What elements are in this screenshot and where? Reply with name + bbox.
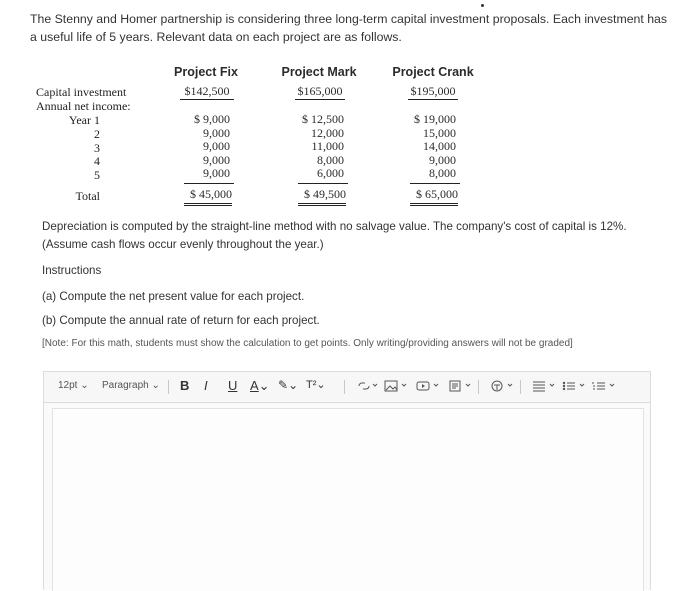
toolbar-divider	[478, 380, 479, 394]
underline-button[interactable]: U	[228, 378, 238, 393]
row-label-year1: Year 1	[68, 113, 100, 127]
answer-editor	[43, 371, 651, 590]
chevron-down-icon: ⌄	[151, 380, 160, 391]
text-color-button[interactable]	[250, 378, 270, 394]
block-format-value: Paragraph	[102, 380, 149, 391]
project-crank-capital: $195,000	[408, 84, 458, 100]
bullet-list-button[interactable]	[562, 380, 586, 395]
media-icon	[416, 380, 440, 392]
editor-toolbar	[44, 372, 650, 403]
bullet-list-icon	[562, 380, 586, 392]
document-icon	[448, 380, 472, 392]
row-label-total: Total	[75, 189, 100, 203]
row-label-capital: Capital investment	[36, 85, 127, 99]
numbered-list-button[interactable]	[592, 380, 616, 395]
toolbar-divider	[344, 380, 345, 394]
depreciation-text: Depreciation is computed by the straight-line method with no salvage value. The company's cost of capital is 12%. (Assume cash flows occur evenly throughout the year.)	[42, 220, 627, 251]
note-text: [Note: For this math, students must show the calculation to get points. Only writing/providing answers will not be graded]	[42, 338, 573, 349]
chevron-down-icon: ⌄	[288, 378, 299, 392]
font-size-value: 12pt	[58, 380, 78, 391]
highlight-icon: ✎	[278, 378, 289, 392]
subtotal-rule	[184, 183, 234, 184]
project-crank-header: Project Crank	[392, 65, 474, 79]
toolbar-divider	[168, 380, 169, 394]
row-label-year2: 2	[94, 127, 100, 141]
value-cell: 9,000	[203, 125, 230, 140]
value-cell: 12,000	[311, 125, 344, 140]
value-cell: $ 12,500	[302, 112, 344, 126]
project-mark-header: Project Mark	[281, 65, 357, 79]
row-label-year4: 4	[94, 154, 100, 168]
link-button[interactable]	[356, 380, 378, 395]
image-icon	[384, 380, 408, 392]
media-button[interactable]	[416, 380, 440, 395]
italic-button[interactable]: I	[204, 378, 208, 393]
text-color-icon: A	[250, 378, 259, 393]
project-crank-values	[402, 113, 456, 181]
value-cell: $ 9,000	[194, 112, 230, 126]
superscript-icon: T²	[306, 379, 317, 391]
part-b-text: (b) Compute the annual rate of return for each project.	[42, 314, 320, 327]
superscript-button[interactable]	[306, 378, 326, 391]
accessibility-button[interactable]	[490, 380, 514, 395]
highlight-button[interactable]	[278, 378, 298, 392]
value-cell: 15,000	[423, 125, 456, 140]
value-cell: 9,000	[203, 152, 230, 167]
subtotal-rule	[298, 183, 348, 184]
value-cell: 6,000	[317, 166, 344, 181]
link-icon	[356, 380, 378, 392]
project-fix-header: Project Fix	[174, 65, 238, 79]
question-intro: The Stenny and Homer partnership is considering three long-term capital investment proposals. Each investment has a useful life of 5 years. Relevant data on each project are as follows.	[30, 12, 668, 44]
instructions-label: Instructions	[42, 264, 102, 277]
chevron-down-icon: ⌄	[316, 379, 326, 391]
value-cell: $ 19,000	[414, 112, 456, 126]
bold-button[interactable]: B	[180, 378, 190, 393]
value-cell: 14,000	[423, 139, 456, 154]
answer-content-area[interactable]	[52, 408, 644, 591]
align-button[interactable]	[532, 380, 556, 395]
value-cell: 11,000	[311, 139, 344, 154]
image-button[interactable]	[384, 380, 408, 395]
value-cell: 9,000	[203, 139, 230, 154]
align-icon	[532, 380, 556, 392]
row-label-year5: 5	[94, 168, 100, 182]
value-cell: 8,000	[317, 152, 344, 167]
document-button[interactable]	[448, 380, 472, 395]
accessibility-icon	[490, 380, 514, 392]
value-cell: 8,000	[429, 166, 456, 181]
value-cell: 9,000	[203, 166, 230, 181]
part-a-text: (a) Compute the net present value for each project.	[42, 290, 305, 303]
project-fix-total: $ 45,000	[184, 187, 232, 206]
project-mark-capital: $165,000	[295, 84, 345, 100]
subtotal-rule	[410, 183, 460, 184]
row-label-year3: 3	[94, 141, 100, 155]
project-fix-values	[180, 113, 230, 181]
chevron-down-icon: ⌄	[80, 380, 89, 391]
block-format-select[interactable]	[102, 380, 160, 391]
cursor-dot	[481, 4, 484, 7]
row-label-annual: Annual net income:	[36, 99, 131, 113]
project-mark-total: $ 49,500	[298, 187, 346, 206]
chevron-down-icon: ⌄	[258, 378, 270, 393]
font-size-select[interactable]	[58, 380, 89, 391]
project-fix-capital: $142,500	[180, 84, 234, 100]
project-crank-total: $ 65,000	[410, 187, 458, 206]
numbered-list-icon	[592, 380, 616, 392]
project-mark-values	[290, 113, 344, 181]
toolbar-divider	[520, 380, 521, 394]
value-cell: 9,000	[429, 152, 456, 167]
